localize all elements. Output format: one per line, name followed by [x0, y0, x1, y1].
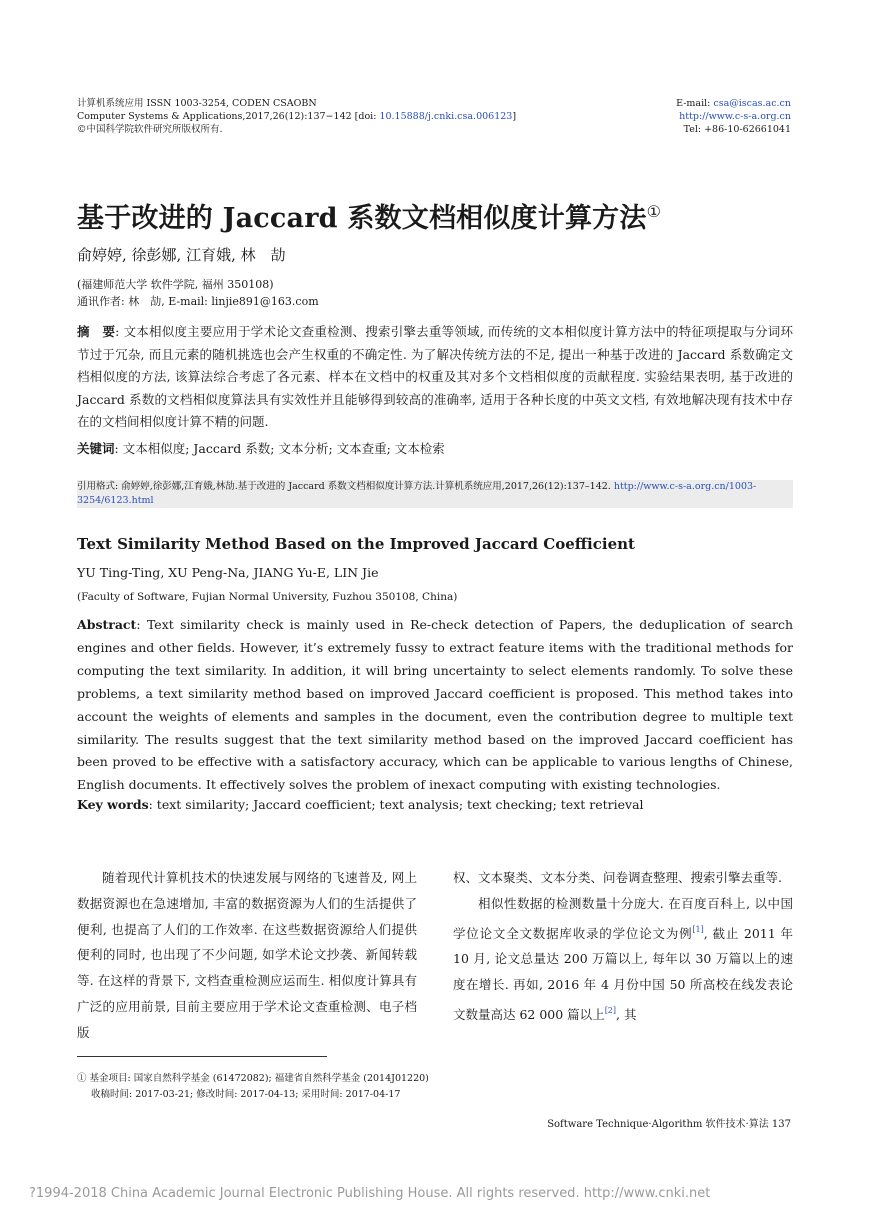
abstract-cn-label: 摘 要 [77, 324, 116, 339]
cnki-watermark: ?1994-2018 China Academic Journal Electronic Publishing House. All rights reserved. http://www.cnki.net [29, 1186, 711, 1201]
citation-url-link[interactable]: http://www.c-s-a.org.cn/1003-3254/6123.html [77, 481, 757, 506]
journal-citation-line [77, 110, 597, 123]
page-footer: Software Technique·Algorithm 软件技术·算法 137 [547, 1119, 791, 1130]
abstract-en-text: : Text similarity check is mainly used in Re-check detection of Papers, the deduplication of search engines and other fields. However, it’s extremely fussy to extract feature items with the traditional methods for computing the text similarity. In addition, it will bring uncertainty to select elements randomly. To solve these problems, a text similarity method based on improved Jaccard coefficient is proposed. This method takes into account the weights of elements and samples in the document, even the contribution degree to multiple text similarity. The results suggest that the text similarity method based on the improved Jaccard coefficient has been proved to be effective with a satisfactory accuracy, which can be applicable to various lengths of Chinese, English documents. It effectively solves the problem of inexact computing with existing technologies. [77, 617, 793, 793]
keywords-en-label: Key words [77, 797, 149, 812]
footnote-funding: ① 基金项目: 国家自然科学基金 (61472082); 福建省自然科学基金 (2014J01220) [77, 1073, 429, 1084]
journal-url-link[interactable]: http://www.c-s-a.org.cn [679, 111, 791, 122]
tel-line: Tel: +86-10-62661041 [683, 124, 791, 135]
affiliation-block-cn [77, 276, 477, 310]
body-column-left [77, 865, 417, 1048]
abstract-cn [77, 321, 793, 434]
keywords-en [77, 797, 793, 812]
doi-link[interactable]: 10.15888/j.cnki.csa.006123 [379, 111, 513, 122]
affiliation-cn: (福建师范大学 软件学院, 福州 350108) [77, 278, 274, 291]
body-paragraph [453, 891, 793, 1028]
reference-link[interactable]: [1] [692, 924, 704, 934]
journal-header-right [591, 97, 791, 136]
title-text: 基于改进的 Jaccard 系数文档相似度计算方法 [77, 203, 647, 234]
citation-box [77, 480, 793, 508]
body-column-right [453, 865, 793, 1028]
corresponding-author-cn: 通讯作者: 林 劼, E-mail: linjie891@163.com [77, 295, 319, 308]
journal-header-left [77, 97, 597, 136]
body-paragraph-continued: 权、文本聚类、文本分类、问卷调查整理、搜索引擎去重等. [453, 870, 782, 885]
paper-title-cn [77, 196, 661, 235]
authors-en: YU Ting-Ting, XU Peng-Na, JIANG Yu-E, LIN Jie [77, 565, 379, 580]
reference-link[interactable]: [2] [604, 1005, 617, 1015]
journal-issn-line: 计算机系统应用 ISSN 1003-3254, CODEN CSAOBN [77, 98, 317, 109]
abstract-en [77, 614, 793, 797]
abstract-en-label: Abstract [77, 617, 137, 632]
paper-title-en: Text Similarity Method Based on the Improved Jaccard Coefficient [77, 535, 635, 553]
copyright-line: ©中国科学院软件研究所版权所有. [77, 124, 223, 135]
citation-text: 引用格式: 俞婷婷,徐彭娜,江育娥,林劼.基于改进的 Jaccard 系数文档相似度计算方法.计算机系统应用,2017,26(12):137–142. [77, 481, 614, 492]
keywords-en-text: : text similarity; Jaccard coefficient; text analysis; text checking; text retrieval [148, 797, 644, 812]
paragraph-text: , 其 [616, 1006, 637, 1022]
abstract-cn-text: : 文本相似度主要应用于学术论文查重检测、搜索引擎去重等领域, 而传统的文本相似度计算方法中的特征项提取与分词环节过于冗杂, 而且元素的随机挑选也会产生权重的不确定性. 为了解决传统方法的不足, 提出一种基于改进的 Jaccard 系数确定文档相似度的方法, 该算法综合考虑了各元素、样本在文档中的权重及其对多个文档相似度的贡献程度. 实验结果表明, 基于改进的 Jaccard 系数的文档相似度算法具有实效性并且能够得到较高的准确率, 适用于各种长度的中英文文档, 有效地解决现有技术中存在的文档间相似度计算不精的问题. [77, 324, 793, 430]
email-line [591, 97, 791, 110]
body-paragraph: 随着现代计算机技术的快速发展与网络的飞速普及, 网上数据资源也在急速增加, 丰富的数据资源为人们的生活提供了便利, 也提高了人们的工作效率. 在这些数据资源给人们提供便利的同时, 也出现了不少问题, 如学术论文抄袭、新闻转载等. 在这样的背景下, 文档查重检测应运而生. 相似度计算具有广泛的应用前景, 目前主要应用于学术论文查重检测、电子档版 [77, 870, 417, 1040]
email-link[interactable]: csa@iscas.ac.cn [713, 98, 791, 109]
footnote [77, 1071, 677, 1103]
footnote-divider [77, 1056, 327, 1057]
keywords-cn [77, 438, 793, 460]
footnote-dates: 收稿时间: 2017-03-21; 修改时间: 2017-04-13; 采用时间: 2017-04-17 [91, 1089, 401, 1100]
paragraph-text: 相似性数据的检测数量十分庞大. 在百度百科上, 以中国学位论文全文数据库收录的学位论文为例 [453, 895, 793, 941]
keywords-cn-label: 关键词 [77, 441, 115, 456]
email-label: E-mail: [676, 98, 714, 109]
affiliation-en: (Faculty of Software, Fujian Normal University, Fuzhou 350108, China) [77, 591, 458, 603]
citation-suffix: ] [512, 111, 517, 122]
citation-prefix: Computer Systems & Applications,2017,26(12):137−142 [doi: [77, 111, 380, 122]
keywords-cn-text: : 文本相似度; Jaccard 系数; 文本分析; 文本查重; 文本检索 [114, 441, 445, 456]
authors-cn: 俞婷婷, 徐彭娜, 江育娥, 林 劼 [77, 246, 286, 264]
paragraph-text: , 截止 2011 年 10 月, 论文总量达 200 万篇以上, 每年以 30 万篇以上的速度在增长. 再如, 2016 年 4 月份中国 50 所高校在线发表论文数量高达 62 000 篇以上 [453, 925, 793, 1022]
title-footnote-mark: ① [646, 202, 662, 221]
